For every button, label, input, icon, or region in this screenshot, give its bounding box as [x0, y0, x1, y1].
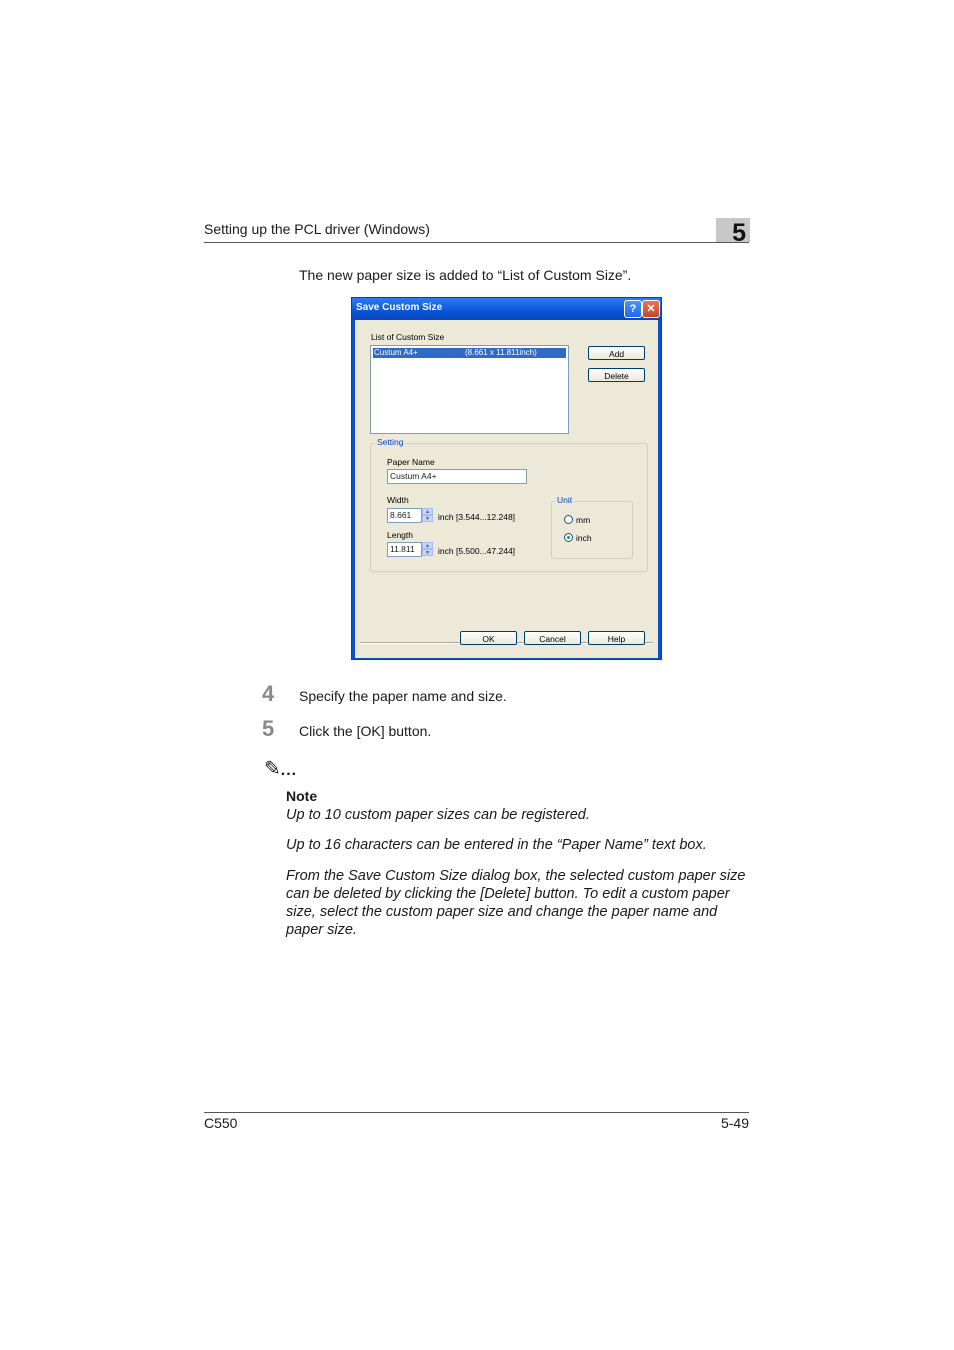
- help-button[interactable]: Help: [588, 631, 645, 645]
- setting-group-label: Setting: [377, 437, 404, 447]
- question-icon[interactable]: ?: [624, 300, 642, 318]
- chevron-down-icon[interactable]: ▼: [422, 515, 433, 522]
- pencil-note-icon: ✎...: [264, 758, 298, 780]
- paper-name-label: Paper Name: [387, 457, 435, 467]
- dialog-title: Save Custom Size: [356, 302, 443, 313]
- chevron-down-icon[interactable]: ▼: [422, 549, 433, 556]
- length-field[interactable]: 11.811: [387, 542, 422, 557]
- list-item-name: Custum A4+: [374, 348, 418, 357]
- running-header: Setting up the PCL driver (Windows): [204, 221, 430, 237]
- width-stepper[interactable]: [422, 508, 433, 523]
- width-range: inch [3.544...12.248]: [438, 512, 516, 522]
- footer-rule: [204, 1112, 749, 1113]
- list-item-size: (8.661 x 11.811inch): [465, 348, 537, 357]
- length-stepper[interactable]: [422, 542, 433, 557]
- custom-size-list[interactable]: [370, 345, 569, 434]
- unit-inch-label: inch: [576, 533, 592, 543]
- cancel-button[interactable]: Cancel: [524, 631, 581, 645]
- step-number: 4: [262, 681, 275, 706]
- unit-mm-radio[interactable]: [564, 515, 573, 524]
- unit-group: [551, 501, 633, 559]
- dialog-titlebar: [352, 298, 661, 320]
- add-button[interactable]: Add: [588, 346, 645, 360]
- note-line: Up to 10 custom paper sizes can be registered.: [286, 807, 590, 823]
- step-number: 5: [262, 716, 275, 741]
- footer-model: C550: [204, 1115, 238, 1131]
- step-text: Specify the paper name and size.: [299, 688, 507, 704]
- close-icon[interactable]: ✕: [642, 300, 660, 318]
- step-text: Click the [OK] button.: [299, 723, 432, 739]
- intro-text: The new paper size is added to “List of Custom Size”.: [299, 267, 632, 283]
- delete-button[interactable]: Delete: [588, 368, 645, 382]
- length-range: inch [5.500...47.244]: [438, 546, 516, 556]
- list-item[interactable]: [373, 348, 566, 358]
- chevron-up-icon[interactable]: ▲: [422, 542, 433, 549]
- unit-mm-label: mm: [576, 515, 591, 525]
- width-field[interactable]: 8.661: [387, 508, 422, 523]
- list-label: List of Custom Size: [371, 332, 445, 342]
- ok-button[interactable]: OK: [460, 631, 517, 645]
- chevron-up-icon[interactable]: ▲: [422, 508, 433, 515]
- page-number: 5-49: [720, 1115, 749, 1131]
- unit-group-label: Unit: [557, 495, 573, 505]
- paper-name-field[interactable]: Custum A4+: [387, 469, 527, 484]
- header-rule: [204, 242, 749, 243]
- note-line: From the Save Custom Size dialog box, the selected custom paper size can be deleted by clicking the [Delete] button. To edit a custom paper size, select the custom paper size and change the paper name and paper size.: [286, 868, 746, 938]
- save-custom-size-dialog: [351, 297, 662, 660]
- dialog-body: [355, 320, 658, 658]
- chapter-number: 5: [732, 219, 746, 247]
- width-label: Width: [387, 495, 409, 505]
- unit-inch-radio[interactable]: [564, 533, 573, 542]
- note-line: Up to 16 characters can be entered in the “Paper Name” text box.: [286, 837, 707, 853]
- note-title: Note: [286, 788, 318, 804]
- length-label: Length: [387, 530, 413, 540]
